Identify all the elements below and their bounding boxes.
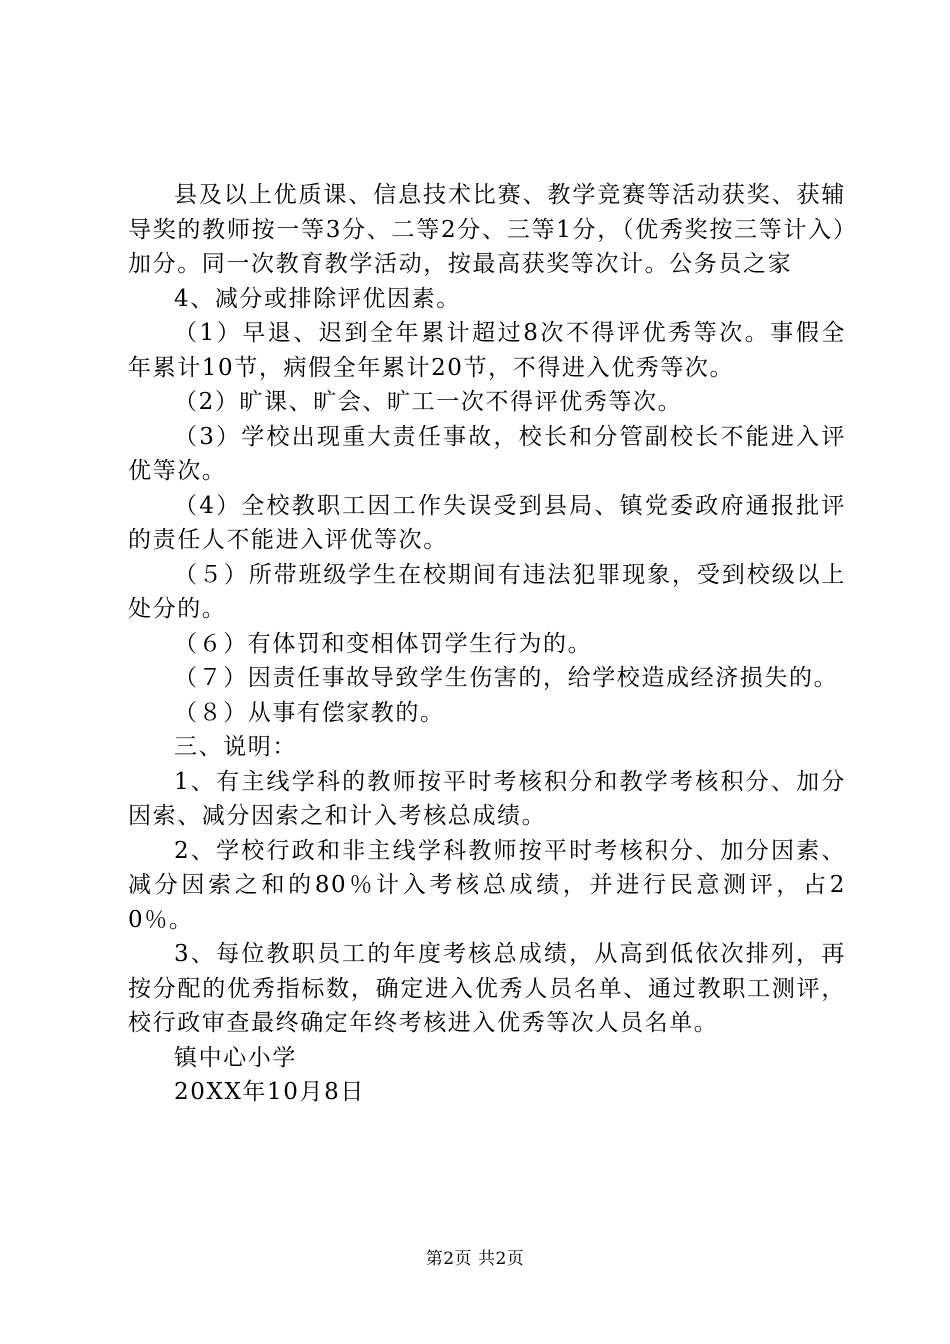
paragraph-deduction-heading: 4、减分或排除评优因素。: [174, 285, 461, 312]
section-heading-notes: 三、说明：: [174, 734, 297, 760]
paragraph-note-3: 3、每位教职员工的年度考核总成绩，从高到低依次排列，再按分配的优秀指标数，确定进入优秀人员名单、通过教职工测评，校行政审查最终确定年终考核进入优秀等次人员名单。: [128, 941, 846, 1036]
page-number-footer: 第2页 共2页: [425, 1249, 525, 1269]
paragraph-item-1: （1）早退、迟到全年累计超过8次不得评优秀等次。事假全年累计10节，病假全年累计20节，不得进入优秀等次。: [128, 320, 846, 381]
paragraph-note-1: 1、有主线学科的教师按平时考核积分和教学考核积分、加分因索、减分因索之和计入考核总成绩。: [128, 768, 846, 829]
signature-date: 20XX年10月8日: [174, 1079, 365, 1105]
paragraph-item-7: （７）因责任事故导致学生伤害的，给学校造成经济损失的。: [174, 665, 839, 691]
paragraph-item-8: （８）从事有偿家教的。: [174, 699, 445, 726]
document-body: [128, 178, 846, 1110]
paragraph-award-bonus: 县及以上优质课、信息技术比赛、教学竞赛等活动获奖、获辅导奖的教师按一等3分、二等2分、三等1分，（优秀奖按三等计入）加分。同一次教育教学活动，按最高获奖等次计。公务员之家: [128, 182, 846, 277]
paragraph-item-4: （4）全校教职工因工作失误受到县局、镇党委政府通报批评的责任人不能进入评优等次。: [128, 492, 846, 553]
paragraph-item-6: （６）有体罚和变相体罚学生行为的。: [174, 630, 593, 657]
paragraph-item-5: （５）所带班级学生在校期间有违法犯罪现象，受到校级以上处分的。: [128, 561, 846, 622]
paragraph-note-2: 2、学校行政和非主线学科教师按平时考核积分、加分因素、减分因索之和的80％计入考核总成绩，并进行民意测评，占20％。: [128, 837, 846, 933]
paragraph-item-3: （3）学校出现重大责任事故，校长和分管副校长不能进入评优等次。: [128, 423, 846, 484]
paragraph-item-2: （2）旷课、旷会、旷工一次不得评优秀等次。: [174, 389, 683, 415]
signature-organization: 镇中心小学: [174, 1044, 297, 1071]
